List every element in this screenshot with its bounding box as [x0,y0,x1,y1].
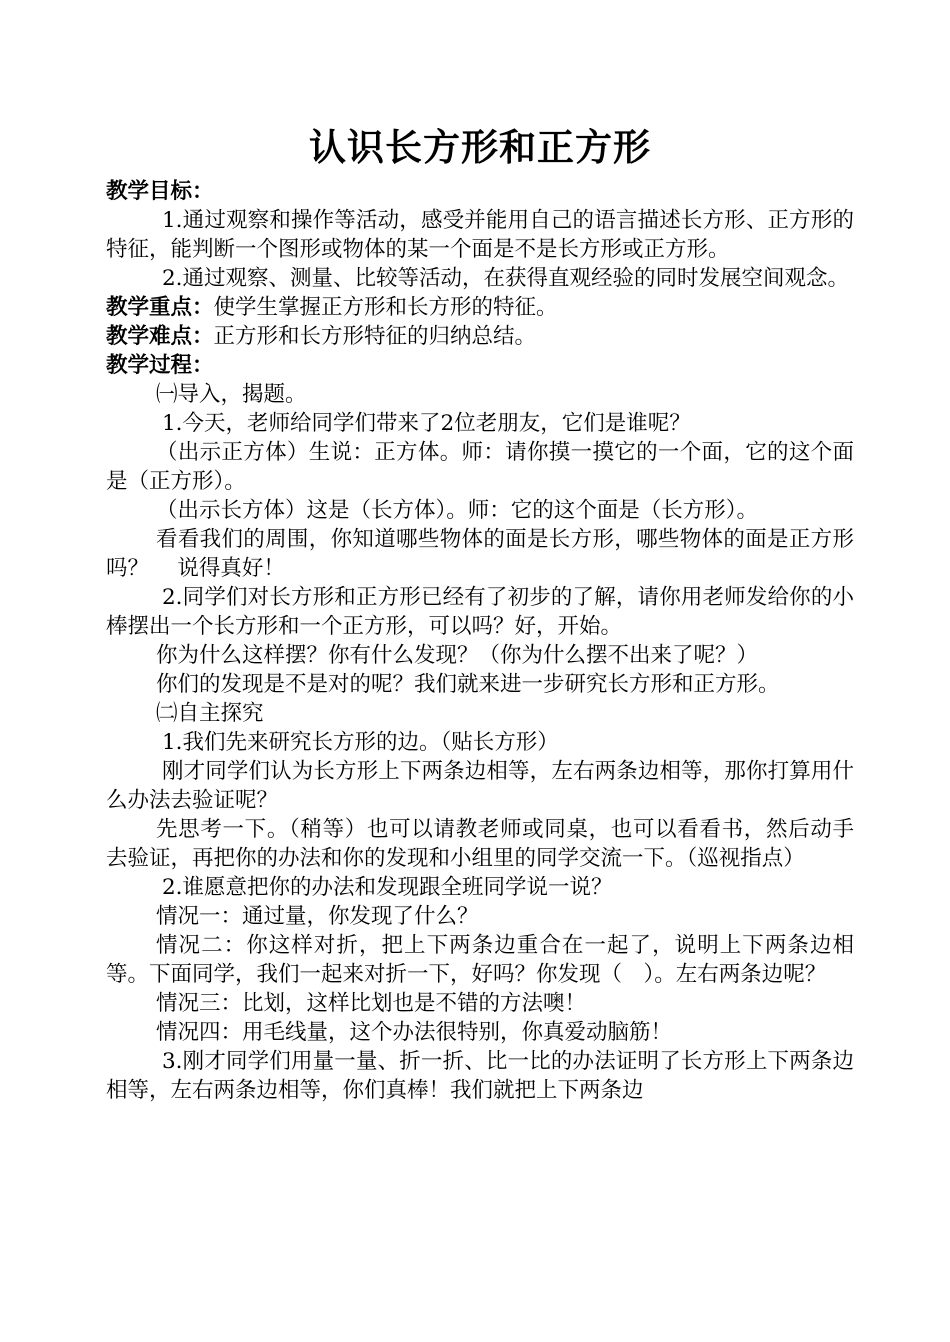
objective-2: 2.通过观察、测量、比较等活动，在获得直观经验的同时发展空间观念。 [162,266,850,291]
document-page [106,122,854,1105]
process-heading [106,351,854,380]
section-2-title: ㈡自主探究 [156,701,264,726]
difficulty-text: 正方形和长方形特征的归纳总结。 [213,324,537,349]
difficulty-paragraph [106,322,854,351]
section-1-paragraph-6: 你为什么这样摆？你有什么发现？（你为什么摆不出来了呢？） [156,643,759,668]
section-1-paragraph-2: （出示正方体）生说：正方体。师：请你摸一摸它的一个面，它的这个面是（正方形）。 [106,440,854,494]
section-2-paragraph-4: 2.谁愿意把你的办法和发现跟全班同学说一说？ [162,875,613,900]
section-2-paragraph-7: 情况三：比划，这样比划也是不错的方法噢！ [156,991,587,1016]
section-2-paragraph-6: 情况二：你这样对折，把上下两条边重合在一起了，说明上下两条边相等。下面同学，我们一起来对折一下，好吗？你发现（ ）。左右两条边呢？ [106,933,854,987]
section-1-paragraph-3: （出示长方体）这是（长方体）。师：它的这个面是（长方形）。 [156,498,759,523]
section-2-paragraph-9: 3.刚才同学们用量一量、折一折、比一比的办法证明了长方形上下两条边相等，左右两条边相等，你们真棒！我们就把上下两条边 [106,1049,854,1103]
section-2-paragraph-1: 1.我们先来研究长方形的边。（贴长方形） [162,730,559,755]
section-2-paragraph-3: 先思考一下。（稍等）也可以请教老师或同桌，也可以看看书，然后动手去验证，再把你的办法和你的发现和小组里的同学交流一下。（巡视指点） [106,817,854,871]
key-point-text: 使学生掌握正方形和长方形的特征。 [213,295,558,320]
page-title: 认识长方形和正方形 [309,126,651,169]
process-label: 教学过程： [106,353,214,378]
key-point-paragraph [106,293,854,322]
objectives-label: 教学目标： [106,179,214,204]
objectives-heading [106,177,854,206]
section-2-paragraph-5: 情况一：通过量，你发现了什么？ [156,904,479,929]
section-1-title: ㈠导入，揭题。 [156,382,307,407]
key-point-label: 教学重点： [106,295,214,320]
section-2-paragraph-8: 情况四：用毛线量，这个办法很特别，你真爱动脑筋！ [156,1020,673,1045]
section-1-paragraph-5: 2.同学们对长方形和正方形已经有了初步的了解，请你用老师发给你的小棒摆出一个长方形和一个正方形，可以吗？好，开始。 [106,585,854,639]
section-1-paragraph-7: 你们的发现是不是对的呢？我们就来进一步研究长方形和正方形。 [156,672,780,697]
section-1-paragraph-1: 1.今天，老师给同学们带来了2位老朋友，它们是谁呢？ [162,411,691,436]
difficulty-label: 教学难点： [106,324,214,349]
section-1-paragraph-4: 看看我们的周围，你知道哪些物体的面是长方形，哪些物体的面是正方形吗？ 说得真好！ [106,527,854,581]
objective-1: 1.通过观察和操作等活动，感受并能用自己的语言描述长方形、正方形的特征，能判断一个图形或物体的某一个面是不是长方形或正方形。 [106,208,854,262]
section-2-paragraph-2: 刚才同学们认为长方形上下两条边相等，左右两条边相等，那你打算用什么办法去验证呢？ [106,759,854,813]
